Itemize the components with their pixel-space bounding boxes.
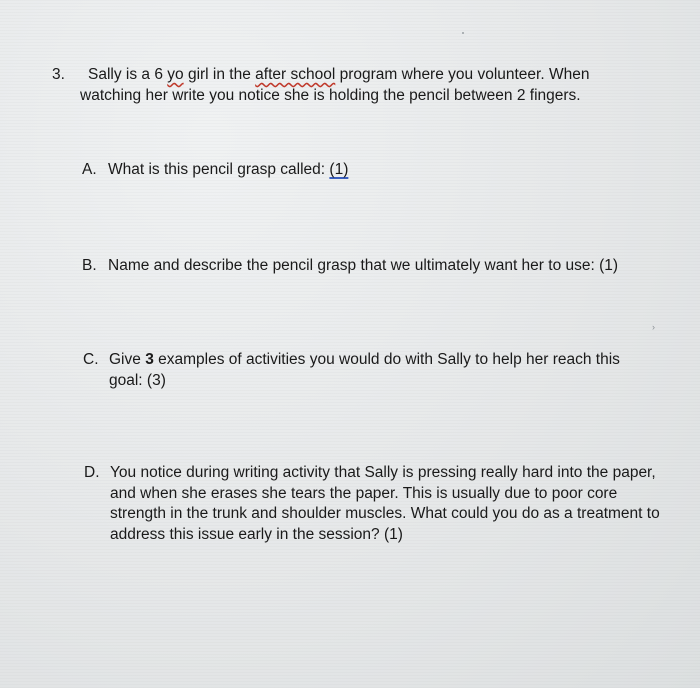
part-c-text: Give 3 examples of activities you would do with Sally to help her reach this goal: (3) (109, 351, 620, 389)
misspelled-word-yo[interactable]: yo (167, 66, 184, 83)
question-stem-line-1 (80, 64, 640, 85)
question-stem (80, 64, 640, 106)
part-d-letter: D. (84, 464, 100, 481)
part-c (83, 350, 653, 391)
part-c-count: 3 (145, 351, 154, 368)
stem-text-pre: Sally is a 6 (88, 66, 168, 83)
question-stem-line-2: watching her write you notice she is holding the pencil between 2 fingers. (80, 87, 581, 104)
mouse-pointer-icon: › (652, 322, 655, 332)
misspelled-phrase-after-school[interactable]: after school (255, 66, 336, 83)
stem-text-post: program where you volunteer. When (335, 66, 590, 83)
part-b (82, 256, 662, 277)
part-a-marks-link[interactable]: (1) (329, 161, 349, 178)
part-b-text: Name and describe the pencil grasp that we ultimately want her to use: (1) (108, 257, 619, 274)
part-a-letter: A. (82, 161, 97, 178)
part-d (84, 463, 664, 545)
part-a-text: What is this pencil grasp called: (1) (108, 161, 349, 178)
part-c-letter: C. (83, 351, 99, 368)
stem-text-mid: girl in the (183, 66, 256, 83)
part-d-text: You notice during writing activity that Sally is pressing really hard into the paper, and when she erases she tears the paper. This is usually due to poor core strength in the trunk and shoulder muscles. What could you do as a treatment to address this issue early in the session? (1) (110, 464, 660, 543)
part-b-letter: B. (82, 257, 97, 274)
screen-speck (462, 32, 464, 34)
part-a (82, 160, 642, 181)
question-number: 3. (52, 66, 65, 83)
